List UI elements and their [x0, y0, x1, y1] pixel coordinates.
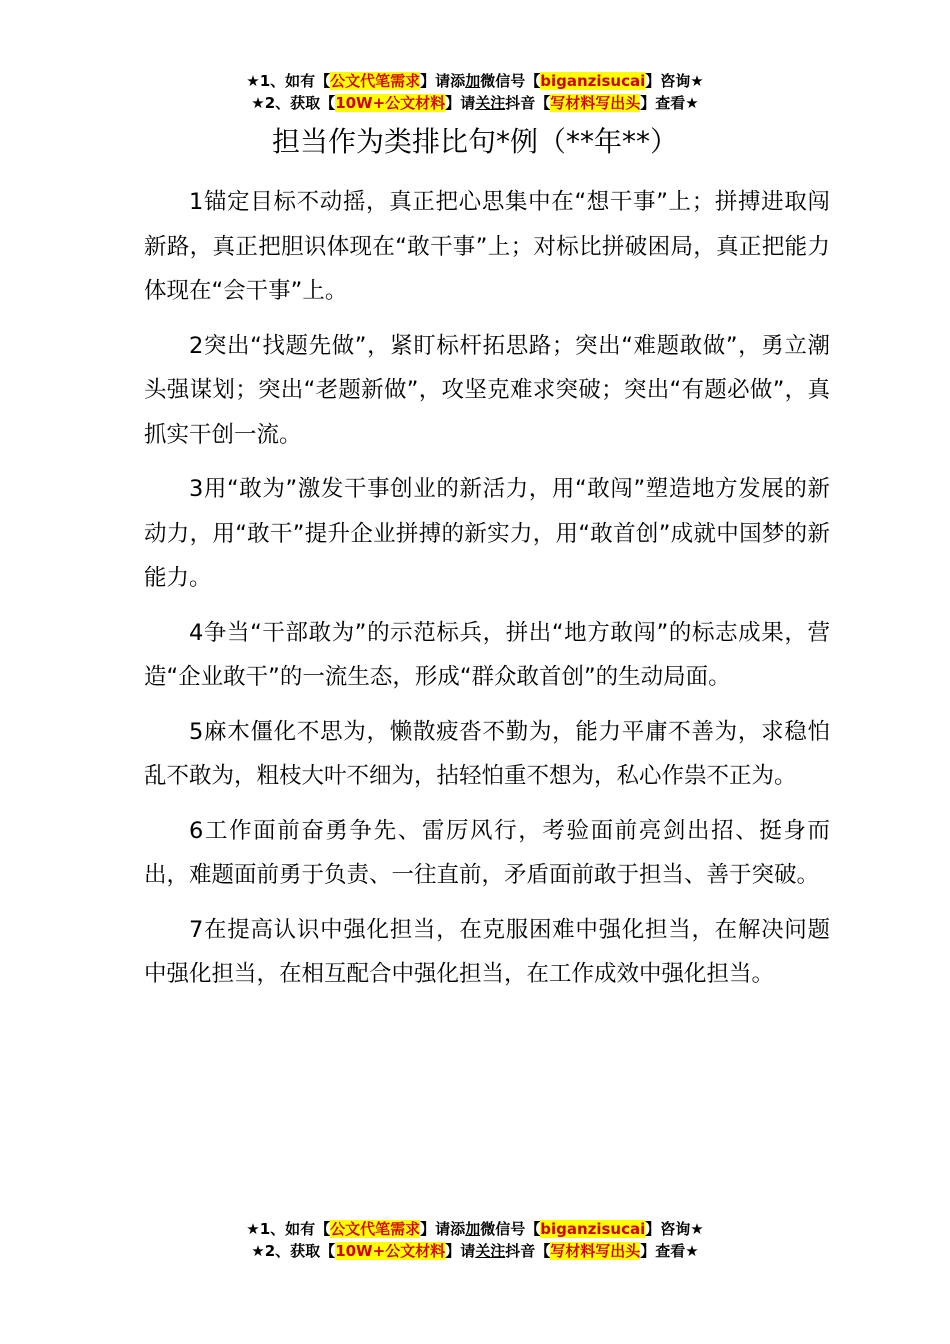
paragraph-1: 1锚定目标不动摇，真正把心思集中在“想干事”上；拼搏进取闯新路，真正把胆识体现在“敢干事”上；对标比拼破困局，真正把能力体现在“会干事”上。 [144, 189, 830, 304]
header-banner [0, 70, 950, 114]
footer-line-1: ★1、如有【公文代笔需求】请添加微信号【biganzisucai】咨询★ [246, 1220, 704, 1238]
footer-line-2: ★2、获取【10W+公文材料】请关注抖音【写材料写出头】查看★ [251, 1242, 699, 1260]
paragraph-5: 5麻木僵化不思为，懒散疲沓不勤为，能力平庸不善为，求稳怕乱不敢为，粗枝大叶不细为，拈轻怕重不想为，私心作祟不正为。 [144, 718, 830, 789]
highlight-douyin: 写材料写出头 [550, 94, 641, 112]
paragraph-6: 6工作面前奋勇争先、雷厉风行，考验面前亮剑出招、挺身而出，难题面前勇于负责、一往直前，矛盾面前敢于担当、善于突破。 [144, 817, 830, 888]
paragraph-7: 7在提高认识中强化担当，在克服困难中强化担当，在解决问题中强化担当，在相互配合中强化担当，在工作成效中强化担当。 [144, 916, 830, 987]
footer-banner [0, 1218, 950, 1262]
highlight-service: 公文代笔需求 [330, 72, 421, 90]
banner-line-2: ★2、获取【10W+公文材料】请关注抖音【写材料写出头】查看★ [251, 94, 699, 112]
paragraph-4: 4争当“干部敢为”的示范标兵，拼出“地方敢闯”的标志成果，营造“企业敢干”的一流生态，形成“群众敢首创”的生动局面。 [144, 619, 830, 690]
footer-highlight-service: 公文代笔需求 [330, 1220, 421, 1238]
paragraph-2: 2突出“找题先做”，紧盯标杆拓思路；突出“难题敢做”，勇立潮头强谋划；突出“老题新做”，攻坚克难求突破；突出“有题必做”，真抓实干创一流。 [144, 332, 830, 448]
highlight-wechat-id: biganzisucai [540, 72, 646, 90]
footer-highlight-douyin: 写材料写出头 [550, 1242, 641, 1260]
banner-line-1: ★1、如有【公文代笔需求】请添加微信号【biganzisucai】咨询★ [246, 72, 704, 90]
paragraph-3: 3用“敢为”激发干事创业的新活力，用“敢闯”塑造地方发展的新动力，用“敢干”提升企业拼搏的新实力，用“敢首创”成就中国梦的新能力。 [144, 476, 830, 591]
page-title: 担当作为类排比句*例（**年**） [271, 125, 678, 158]
footer-highlight-materials: 10W+公文材料 [335, 1242, 446, 1260]
document-body [144, 180, 830, 1007]
footer-highlight-wechat-id: biganzisucai [540, 1220, 646, 1238]
highlight-materials: 10W+公文材料 [335, 94, 446, 112]
